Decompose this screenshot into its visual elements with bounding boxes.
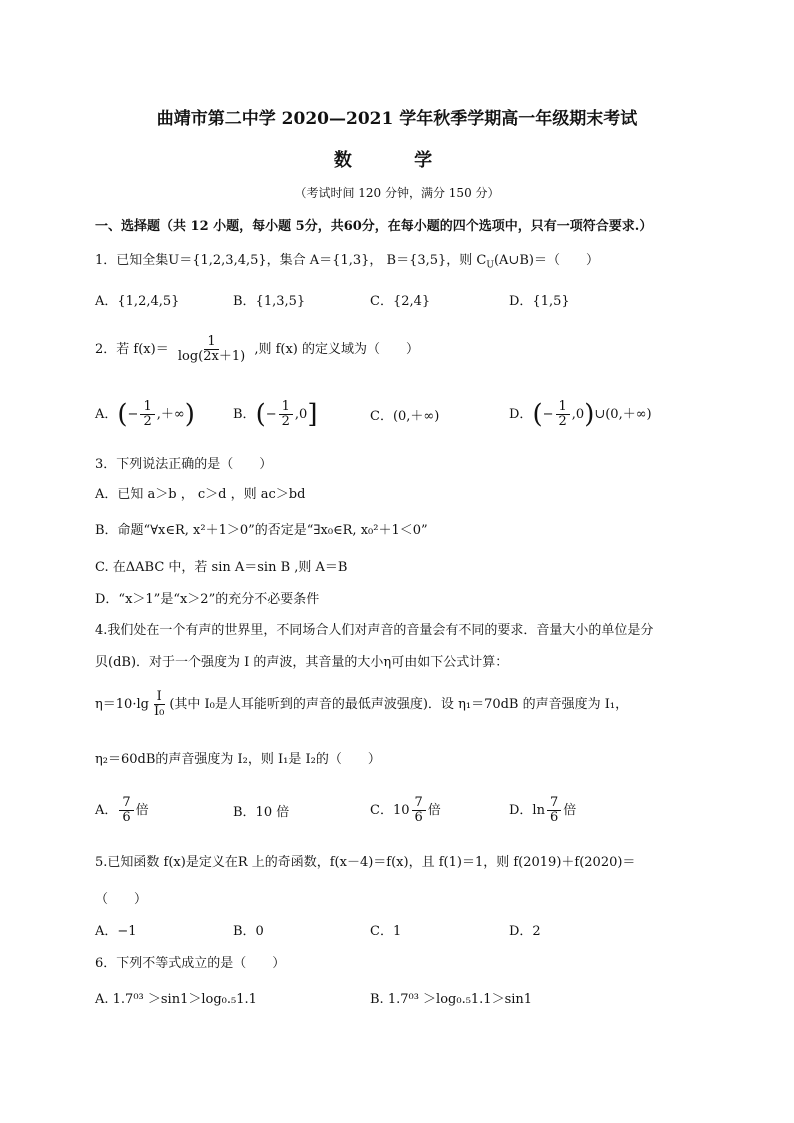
q2-post: ,则 f(x) 的定义域为（ ） — [254, 342, 419, 357]
q1-option-d: D．{1,5} — [509, 294, 570, 309]
q4-option-c: C．10 $\frac{7}{6}$ 倍 — [370, 795, 441, 825]
q4-formula-frac: $\frac{I}{\text{I₀}}$ — [153, 689, 165, 719]
q4-option-a: A． $\frac{7}{6}$ 倍 — [95, 795, 149, 825]
q3-option-a: A．已知 a＞b ， c＞d ，则 ac＞bd — [95, 487, 306, 502]
q2-option-b: B．(− $\frac{1}{2}$ ,0] — [233, 399, 318, 430]
question-5-paren: （ ） — [95, 892, 148, 907]
q5-option-a: A．−1 — [95, 924, 137, 939]
q1-option-b: B．{1,3,5} — [233, 294, 306, 309]
subject-title: 数 学 — [333, 150, 461, 171]
q6-option-b: B. 1.7⁰³ ＞log₀.₅1.1＞sin1 — [370, 992, 533, 1007]
section-heading: 一、选择题（共 12 小题，每小题 5分，共60分，在每小题的四个选项中，只有一项符合要求.） — [95, 219, 653, 234]
exam-title: 曲靖市第二中学 2020—2021 学年秋季学期高一年级期末考试 — [156, 109, 638, 129]
q1-stem: 1．已知全集U＝{1,2,3,4,5}，集合 A＝{1,3}， B＝{3,5}，则 C — [95, 253, 487, 268]
q1-stem-sub: U — [486, 260, 494, 271]
q3-option-d: D．“x＞1”是“x＞2”的充分不必要条件 — [95, 592, 320, 607]
q3-option-b: B．命题“∀x∈R, x²＋1＞0”的否定是“∃x₀∈R, x₀²＋1＜0” — [95, 523, 428, 538]
q4-option-b: B．10 倍 — [233, 805, 290, 820]
question-4-line1: 4.我们处在一个有声的世界里，不同场合人们对声音的音量会有不同的要求．音量大小的单位是分 — [95, 623, 654, 638]
q2-fraction — [175, 335, 248, 364]
question-5: 5.已知函数 f(x)是定义在R 上的奇函数，f(x－4)＝f(x)，且 f(1)＝1，则 f(2019)＋f(2020)＝ — [95, 855, 636, 870]
question-4-line4: η₂＝60dB的声音强度为 I₂，则 I₁是 I₂的（ ） — [95, 752, 381, 767]
question-2 — [95, 335, 419, 364]
q2-pre: 2．若 f(x)＝ — [95, 342, 169, 357]
q5-option-d: D．2 — [509, 924, 541, 939]
question-3: 3．下列说法正确的是（ ） — [95, 457, 273, 472]
q2-option-c: C．(0,＋∞) — [370, 409, 440, 424]
q1-option-a: A．{1,2,4,5} — [95, 294, 180, 309]
q2-frac-num: 1 — [204, 335, 218, 350]
q2-option-d: D．(− $\frac{1}{2}$ ,0)∪(0,＋∞) — [509, 399, 652, 430]
question-4-formula — [95, 690, 628, 719]
q6-option-a: A. 1.7⁰³ ＞sin1＞log₀.₅1.1 — [95, 992, 257, 1007]
q4-formula-post: (其中 I₀是人耳能听到的声音的最低声波强度)．设 η₁＝70dB 的声音强度为 I₁， — [169, 697, 629, 712]
q2-option-a: A．(− $\frac{1}{2}$ ,＋∞) — [95, 399, 195, 430]
q5-option-b: B．0 — [233, 924, 264, 939]
question-1 — [95, 252, 599, 275]
q1-stem-tail: (A∪B)＝（ ） — [493, 253, 599, 268]
question-4-line2: 贝(dB)．对于一个强度为 I 的声波，其音量的大小η可由如下公式计算： — [95, 655, 509, 670]
q1-option-c: C．{2,4} — [370, 294, 431, 309]
question-6: 6．下列不等式成立的是（ ） — [95, 956, 286, 971]
q5-option-c: C．1 — [370, 924, 402, 939]
q3-option-c: C. 在ΔABC 中，若 sin A＝sin B ,则 A＝B — [95, 560, 348, 575]
q4-formula-pre: η＝10·lg — [95, 697, 149, 712]
exam-note: （考试时间 120 分钟，满分 150 分） — [294, 186, 500, 200]
q2-frac-den: log(2x＋1) — [177, 349, 246, 364]
q4-option-d: D．ln $\frac{7}{6}$ 倍 — [509, 795, 577, 825]
